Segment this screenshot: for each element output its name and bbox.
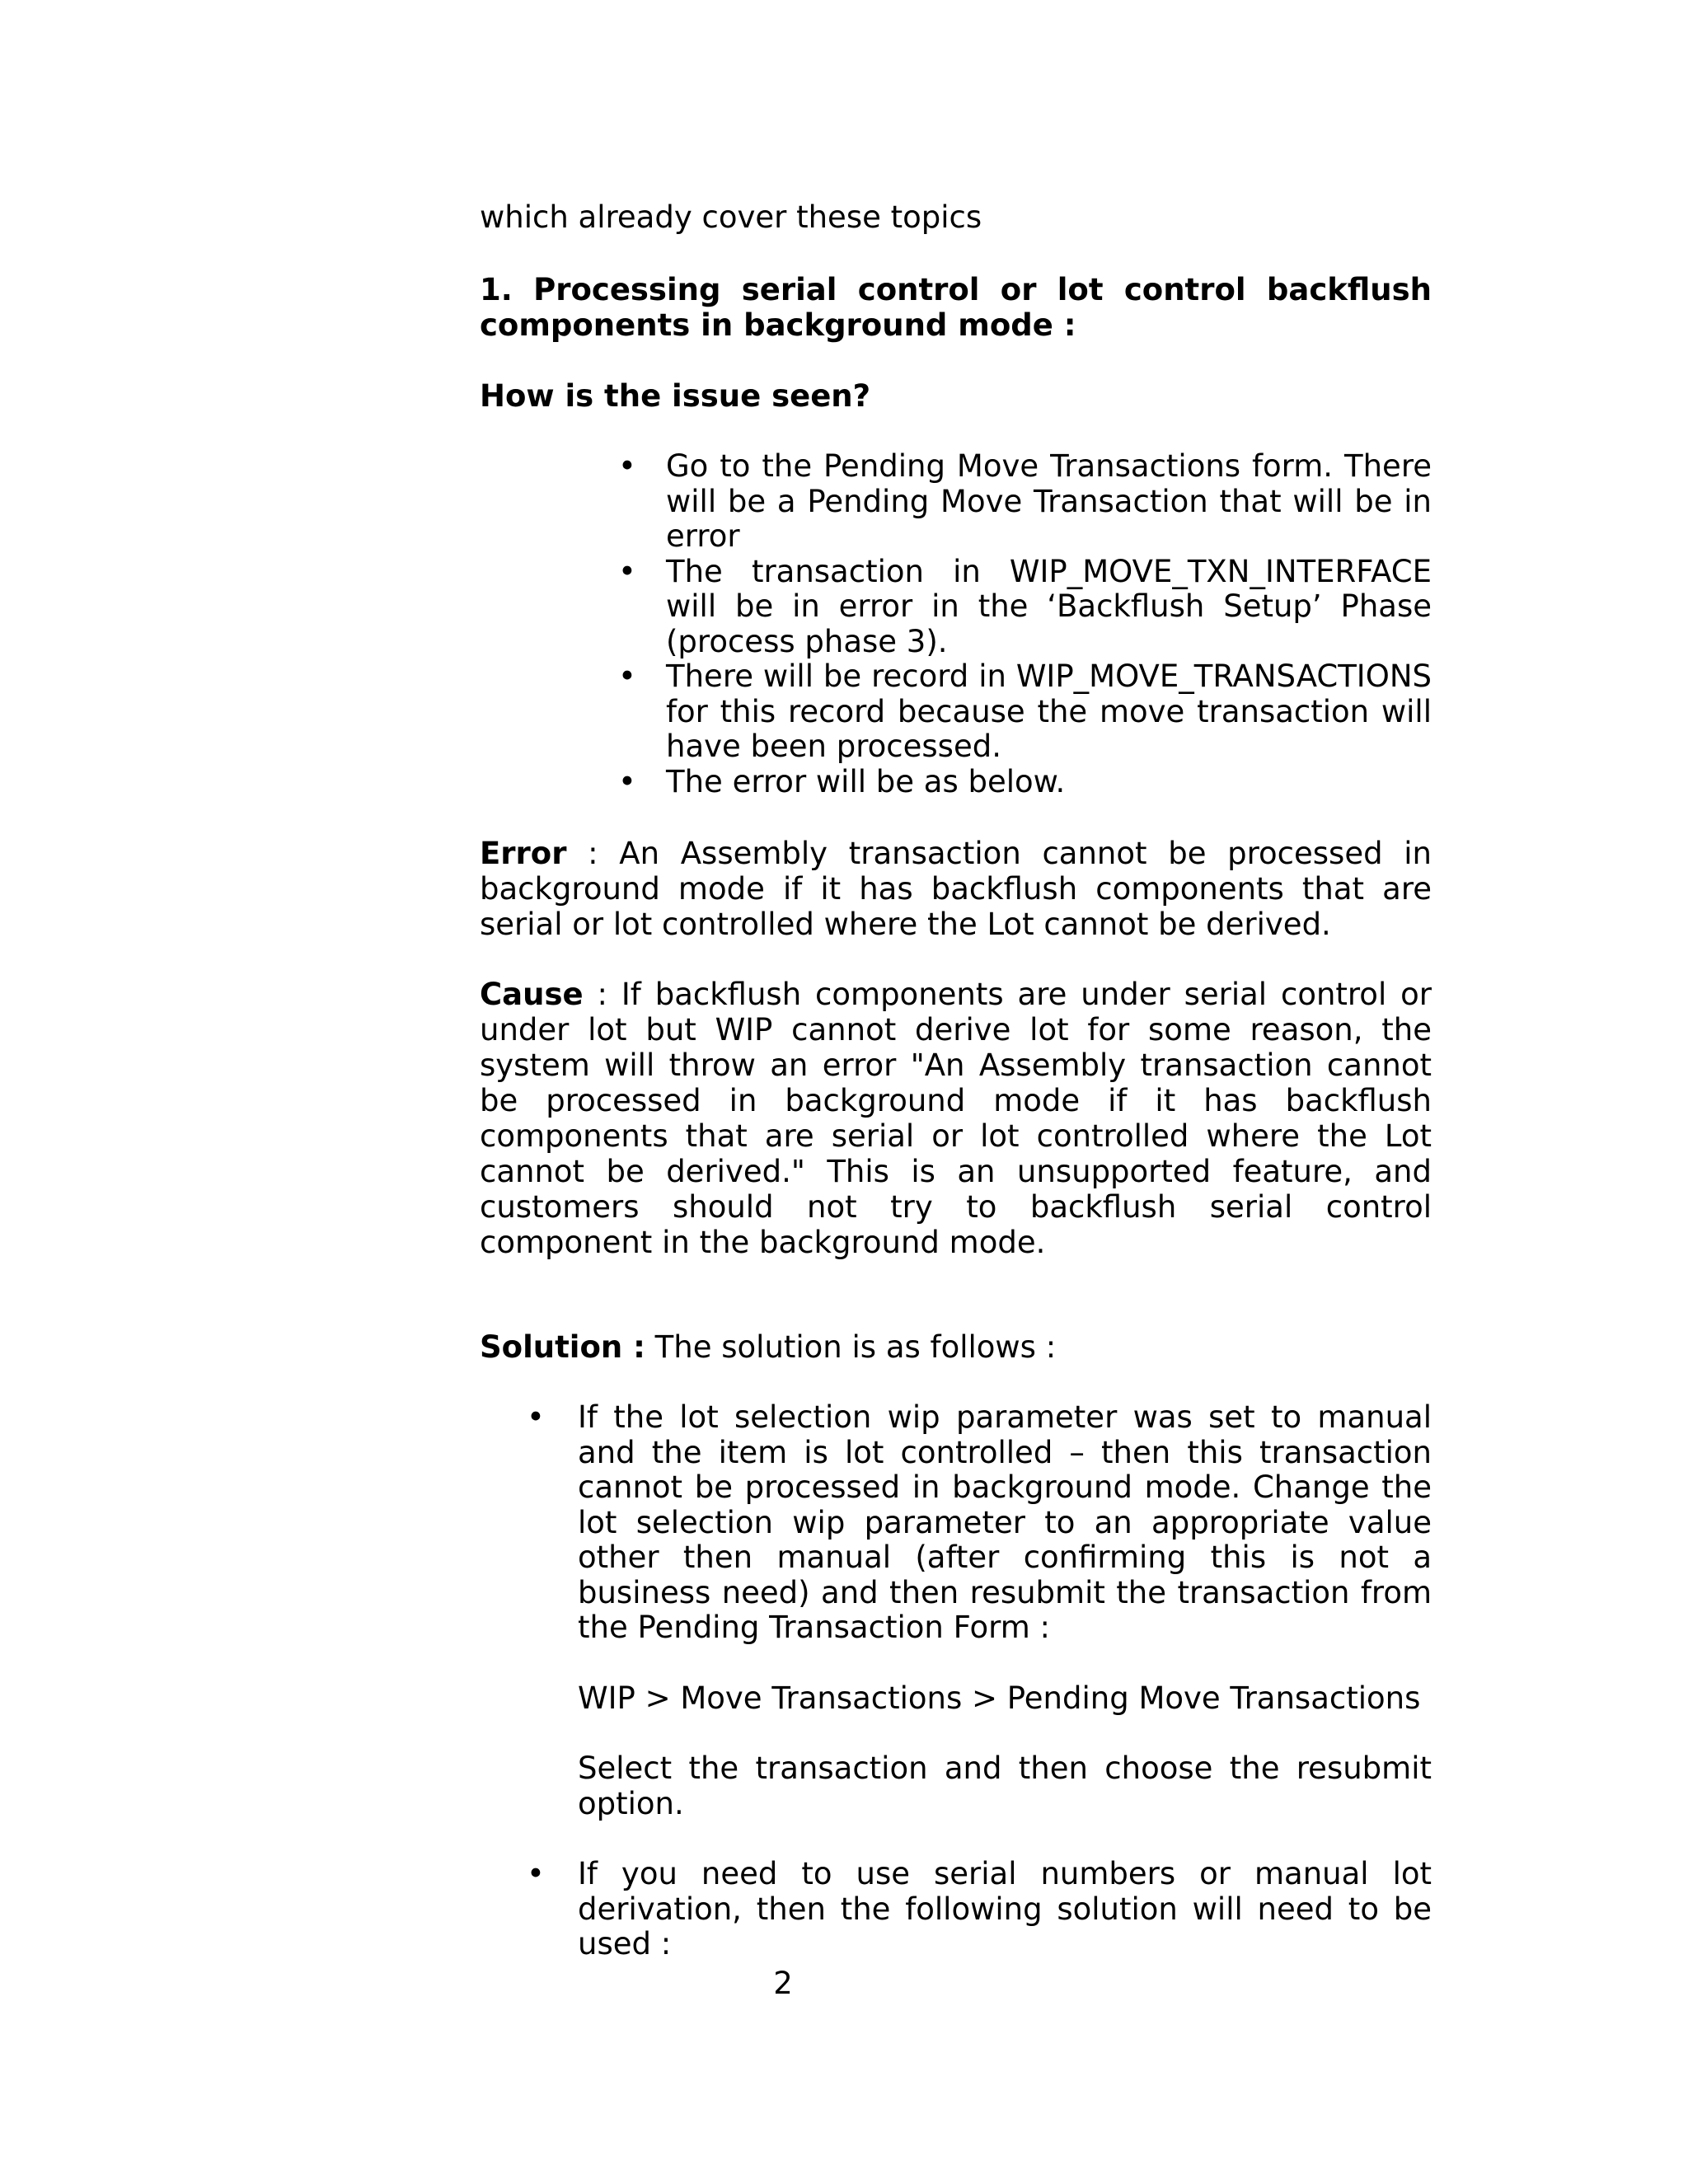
intro-text: which already cover these topics xyxy=(480,199,982,235)
list-item: • The error will be as below. xyxy=(666,765,1432,800)
list-item xyxy=(578,1857,1432,1962)
symptom-list xyxy=(666,449,1432,799)
list-item xyxy=(578,1400,1432,1821)
solution-item-text: • If you need to use serial numbers or manual lot derivation, then the following solution will need to be used : xyxy=(578,1856,1432,1961)
error-label: Error xyxy=(480,836,567,871)
cause-paragraph xyxy=(480,977,1432,1260)
cause-label: Cause xyxy=(480,977,584,1012)
cause-text: : If backflush components are under serial control or under lot but WIP cannot derive lot for some reason, the system will throw an error "An Assembly transaction cannot be processed in background mode if it has backflush components that are serial or lot controlled where the Lot cannot be derived." This is an unsupported feature, and customers should not try to backflush serial control component in the background mode. xyxy=(480,977,1432,1260)
solution-item-note: Select the transaction and then choose the resubmit option. xyxy=(578,1750,1432,1821)
list-item: • Go to the Pending Move Transactions form. There will be a Pending Move Transaction that will be in error xyxy=(666,449,1432,555)
navigation-path: WIP > Move Transactions > Pending Move Transactions xyxy=(578,1680,1421,1716)
section-subheading: How is the issue seen? xyxy=(480,378,871,414)
solution-list xyxy=(578,1400,1432,1962)
solution-item-text: • If the lot selection wip parameter was set to manual and the item is lot controlled – then this transaction cannot be processed in background mode. Change the lot selection wip parameter to an appropriate value other then manual (after confirming this is not a business need) and then resubmit the transaction from the Pending Transaction Form : xyxy=(578,1399,1432,1645)
list-item: • The transaction in WIP_MOVE_TXN_INTERFACE will be in error in the ‘Backflush Setup’ Phase (process phase 3). xyxy=(666,555,1432,660)
section-heading: 1. Processing serial control or lot control backflush components in background mode : xyxy=(480,272,1432,343)
list-item: • There will be record in WIP_MOVE_TRANSACTIONS for this record because the move transaction will have been processed. xyxy=(666,659,1432,765)
error-paragraph xyxy=(480,836,1432,942)
solution-paragraph xyxy=(480,1329,1432,1365)
page-number: 2 xyxy=(773,1966,793,2001)
solution-label: Solution : xyxy=(480,1329,645,1365)
error-text: : An Assembly transaction cannot be processed in background mode if it has backflush components that are serial or lot controlled where the Lot cannot be derived. xyxy=(480,836,1432,942)
solution-text: The solution is as follows : xyxy=(645,1329,1057,1365)
